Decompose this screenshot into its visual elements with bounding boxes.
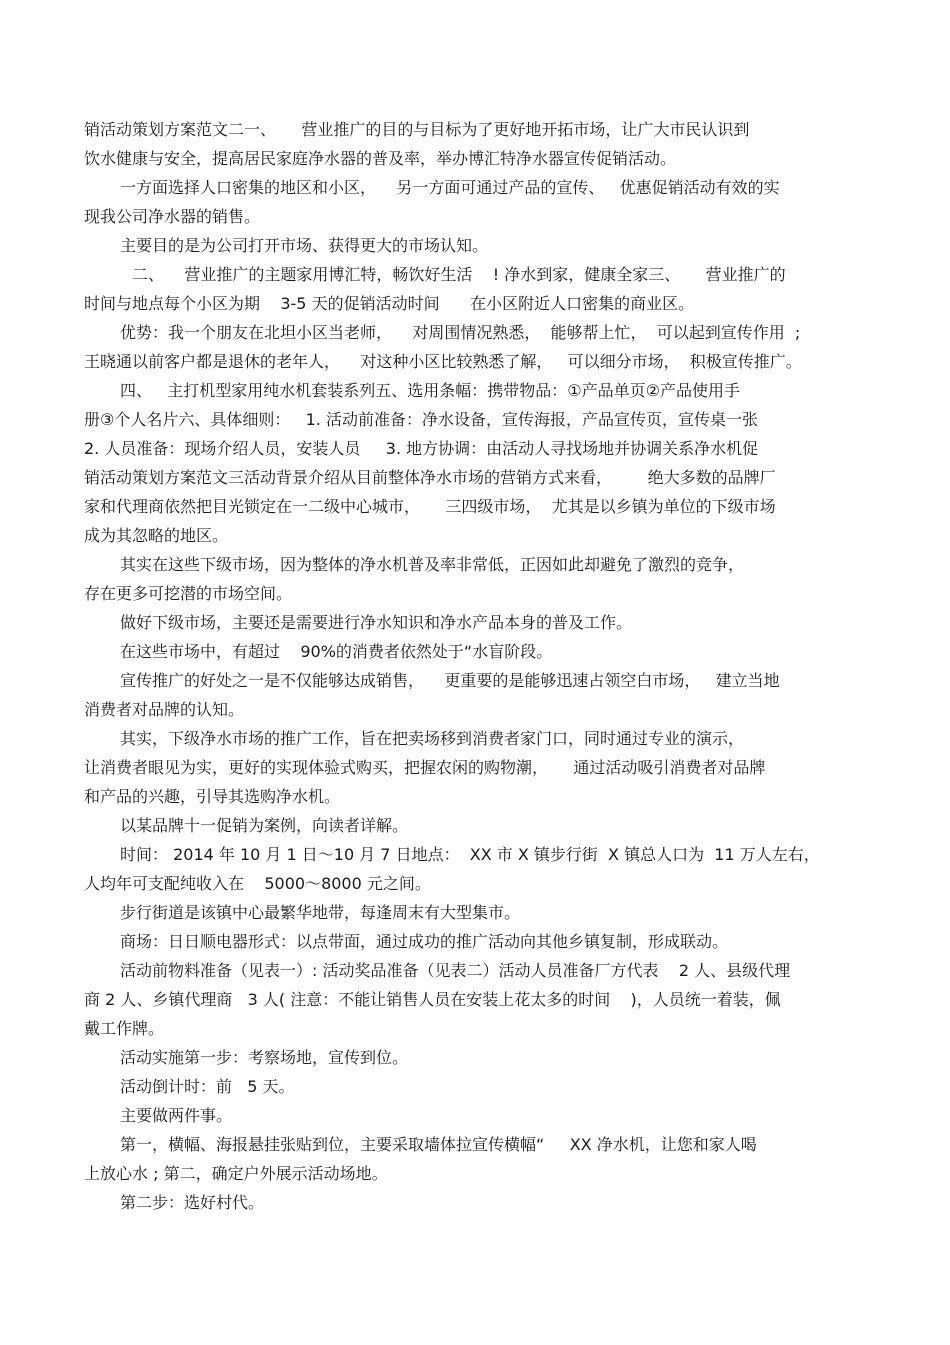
text-line: 第二步：选好村代。 <box>120 1193 265 1212</box>
text-line: 活动倒计时：前 5 天。 <box>120 1077 295 1096</box>
text-line: 以某品牌十一促销为案例，向读者详解。 <box>120 816 409 835</box>
text-line: 活动实施第一步：考察场地，宣传到位。 <box>120 1048 409 1067</box>
text-line: 消费者对品牌的认知。 <box>84 700 245 719</box>
text-line: 存在更多可挖潜的市场空间。 <box>84 584 293 603</box>
text-line: 成为其忽略的地区。 <box>84 526 229 545</box>
text-line: 册③个人名片六、具体细则： 1. 活动前准备：净水设备，宣传海报，产品宣传页，宣传桌一张 <box>84 410 758 429</box>
text-line: 宣传推广的好处之一是不仅能够达成销售， 更重要的是能够迅速占领空白市场， 建立当地 <box>120 671 780 690</box>
text-line: 做好下级市场，主要还是需要进行净水知识和净水产品本身的普及工作。 <box>120 613 633 632</box>
text-line: 和产品的兴趣，引导其选购净水机。 <box>84 787 341 806</box>
text-line: 其实在这些下级市场，因为整体的净水机普及率非常低，正因如此却避免了激烈的竞争， <box>120 555 745 574</box>
text-line: 现我公司净水器的销售。 <box>84 207 261 226</box>
text-line: 时间： 2014 年 10 月 1 日～10 月 7 日地点： XX 市 X 镇步行街 X 镇总人口为 11 万人左右， <box>120 845 820 864</box>
text-line: 2. 人员准备：现场介绍人员，安装人员 3. 地方协调：由活动人寻找场地并协调关系净水机促 <box>84 439 759 458</box>
text-line: 四、 主打机型家用纯水机套装系列五、选用条幅：携带物品：①产品单页②产品使用手 <box>120 381 740 400</box>
text-line: 让消费者眼见为实，更好的实现体验式购买，把握农闲的购物潮， 通过活动吸引消费者对品牌 <box>84 758 766 777</box>
text-line: 销活动策划方案范文二一、 营业推广的目的与目标为了更好地开拓市场，让广大市民认识到 <box>84 120 750 139</box>
text-line: 时间与地点每个小区为期 3-5 天的促销活动时间 在小区附近人口密集的商业区。 <box>84 294 695 313</box>
text-line: 第一，横幅、海报悬挂张贴到位，主要采取墙体拉宣传横幅“ XX 净水机，让您和家人喝 <box>120 1135 757 1154</box>
text-line: 其实，下级净水市场的推广工作，旨在把卖场移到消费者家门口，同时通过专业的演示， <box>120 729 745 748</box>
text-line: 商场：日日顺电器形式：以点带面，通过成功的推广活动向其他乡镇复制，形成联动。 <box>120 932 729 951</box>
text-line: 一方面选择人口密集的地区和小区， 另一方面可通过产品的宣传、 优惠促销活动有效的实 <box>120 178 780 197</box>
text-line: 戴工作牌。 <box>84 1019 165 1038</box>
text-line: 王晓通以前客户都是退休的老年人， 对这种小区比较熟悉了解， 可以细分市场， 积极宣传推广。 <box>84 352 802 371</box>
text-line: 主要做两件事。 <box>120 1106 233 1125</box>
text-line: 二、 营业推广的主题家用博汇特，畅饮好生活 ! 净水到家，健康全家三、 营业推广的 <box>132 265 786 284</box>
text-line: 人均年可支配纯收入在 5000～8000 元之间。 <box>84 874 431 893</box>
text-line: 步行街道是该镇中心最繁华地带，每逢周末有大型集市。 <box>120 903 521 922</box>
text-line: 饮水健康与安全，提高居民家庭净水器的普及率，举办博汇特净水器宣传促销活动。 <box>84 149 677 168</box>
text-line: 销活动策划方案范文三活动背景介绍从目前整体净水市场的营销方式来看， 绝大多数的品牌厂 <box>84 468 776 487</box>
text-line: 家和代理商依然把目光锁定在一二级中心城市， 三四级市场， 尤其是以乡镇为单位的下级市场 <box>84 497 776 516</box>
text-line: 上放心水 ; 第二，确定户外展示活动场地。 <box>84 1164 388 1183</box>
text-line: 主要目的是为公司打开市场、获得更大的市场认知。 <box>120 236 489 255</box>
text-line: 优势：我一个朋友在北坦小区当老师， 对周围情况熟悉， 能够帮上忙， 可以起到宣传作用 ; <box>120 323 801 342</box>
text-line: 活动前物料准备（见表一）: 活动奖品准备（见表二）活动人员准备厂方代表 2 人、县级代理 <box>120 961 791 980</box>
text-line: 商 2 人、乡镇代理商 3 人( 注意：不能让销售人员在安装上花太多的时间 )，人员统一着装，佩 <box>84 990 781 1009</box>
text-line: 在这些市场中，有超过 90%的消费者依然处于“水盲阶段。 <box>120 642 553 661</box>
